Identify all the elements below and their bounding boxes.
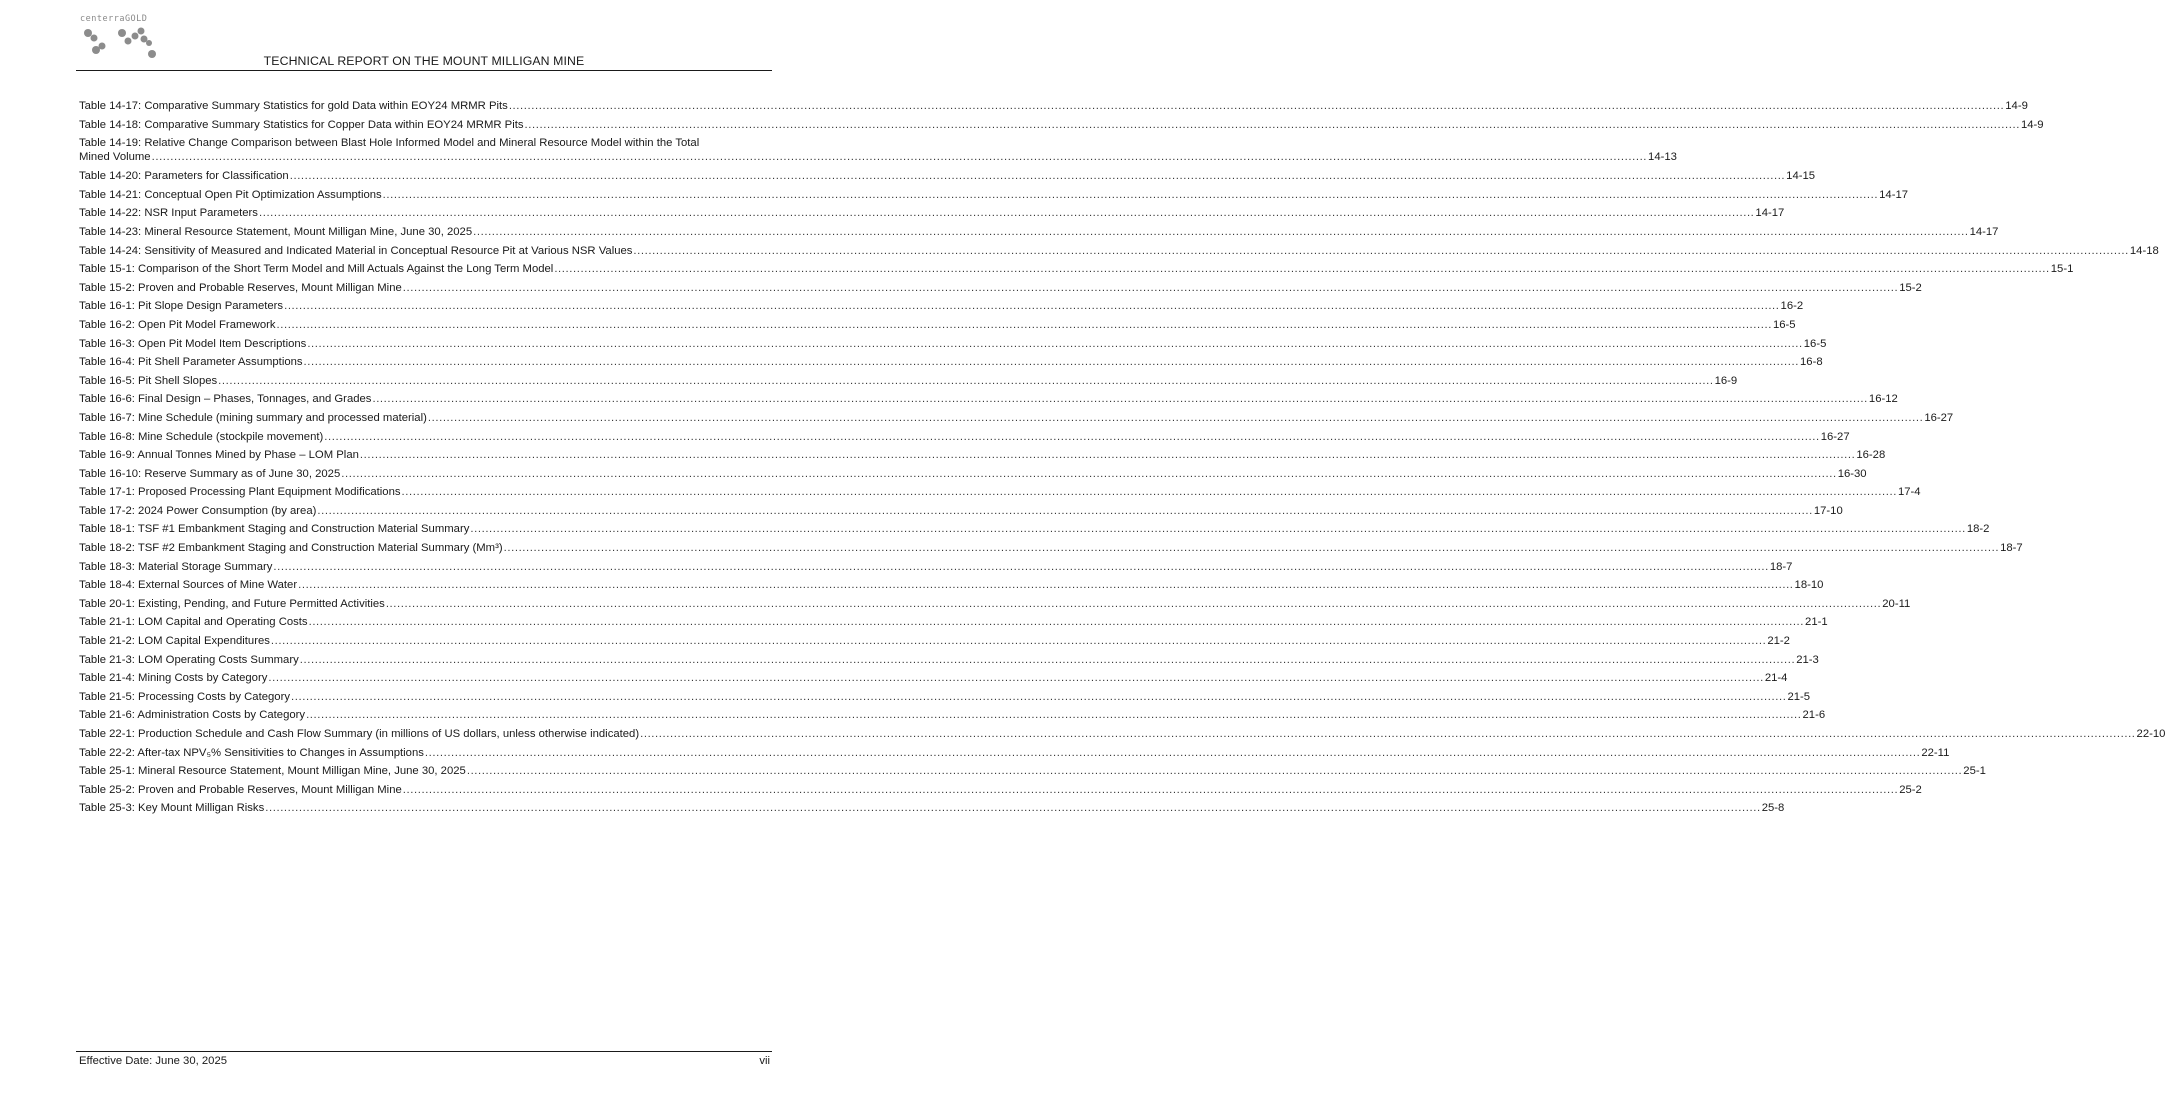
toc-entry-page: 14-18 [2129,244,2159,257]
toc-entry[interactable] [79,97,2028,116]
toc-entry[interactable] [79,781,1922,800]
toc-entry-title: Table 16-5: Pit Shell Slopes [79,374,218,387]
toc-entry[interactable] [79,465,1867,484]
toc-entry-page: 14-13 [1648,151,1677,164]
toc-entry[interactable] [79,446,1886,465]
toc-entry-title: Table 15-1: Comparison of the Short Term Model and Mill Actuals Against the Long Term Model [79,263,554,276]
footer-divider [76,1051,772,1052]
toc-entry[interactable] [79,539,2023,558]
toc-entry[interactable] [79,260,2074,279]
toc-entry-page: 16-5 [1772,318,1796,331]
toc-entry[interactable] [79,706,1826,725]
toc-entry-title: Table 25-3: Key Mount Milligan Risks [79,802,265,815]
dot-leader: ................................................................................................................................................................................................................................................................................................................................................................................................................ [633,244,2129,257]
toc-entry-page: 25-2 [1899,783,1922,796]
toc-entry[interactable] [79,725,2165,744]
toc-entry-page: 21-3 [1796,653,1819,666]
toc-entry[interactable] [79,669,1788,688]
toc-entry-title: Table 18-1: TSF #1 Embankment Staging and Construction Material Summary [79,523,470,536]
toc-entry-title: Table 21-3: LOM Operating Costs Summary [79,653,299,666]
toc-entry[interactable] [79,744,1950,763]
toc-entry-title: Table 25-1: Mineral Resource Statement, Mount Milligan Mine, June 30, 2025 [79,765,466,778]
toc-entry-title: Table 25-2: Proven and Probable Reserves, Mount Milligan Mine [79,783,402,796]
toc-entry-title: Table 14-23: Mineral Resource Statement, Mount Milligan Mine, June 30, 2025 [79,225,473,238]
toc-entry-title: Table 22-2: After-tax NPV₅% Sensitivities to Changes in Assumptions [79,746,424,759]
effective-date: Effective Date: June 30, 2025 [79,1055,228,1067]
toc-entry[interactable] [79,134,1677,167]
toc-entry[interactable] [79,651,1819,670]
toc-entry-title: Table 20-1: Existing, Pending, and Future Permitted Activities [79,597,385,610]
toc-entry-page: 16-28 [1856,449,1886,462]
toc-entry[interactable] [79,167,1816,186]
logo-wordmark: centerraGOLD [80,14,148,24]
toc-entry-page: 14-17 [1755,207,1785,220]
toc-entry-page: 16-30 [1837,467,1867,480]
toc-entry[interactable] [79,428,1850,447]
toc-entry[interactable] [79,316,1796,335]
toc-entry-page: 16-9 [1714,374,1738,387]
dot-leader: ................................................................................................................................................................................................................................................................................................................................................................................................................ [290,690,1787,703]
toc-entry-title: Table 16-7: Mine Schedule (mining summary and processed material) [79,411,427,424]
toc-entry[interactable] [79,204,1785,223]
toc-entry-page: 16-12 [1868,393,1898,406]
dot-leader: ................................................................................................................................................................................................................................................................................................................................................................................................................ [317,504,1813,517]
toc-entry-page: 16-2 [1780,300,1804,313]
toc-entry-page: 25-1 [1963,765,1986,778]
dot-leader: ................................................................................................................................................................................................................................................................................................................................................................................................................ [359,449,1856,462]
toc-entry-title: Table 16-6: Final Design – Phases, Tonnages, and Grades [79,393,372,406]
toc-entry[interactable] [79,762,1986,781]
toc-entry-title: Table 21-2: LOM Capital Expenditures [79,635,270,648]
dot-leader: ................................................................................................................................................................................................................................................................................................................................................................................................................ [554,263,2050,276]
toc-entry[interactable] [79,390,1898,409]
toc-entry-page: 17-4 [1897,486,1921,499]
toc-entry-page: 15-2 [1899,281,1922,294]
dot-leader: ................................................................................................................................................................................................................................................................................................................................................................................................................ [324,430,1820,443]
toc-entry-title: Table 21-1: LOM Capital and Operating Costs [79,616,308,629]
toc-entry-page: 21-6 [1802,709,1826,722]
toc-entry-title-continued: Mined Volume [79,151,151,164]
toc-entry-page: 14-15 [1786,170,1816,183]
dot-leader: ................................................................................................................................................................................................................................................................................................................................................................................................................ [524,118,2020,131]
toc-entry-page: 16-5 [1803,337,1827,350]
toc-entry[interactable] [79,632,1790,651]
toc-entry[interactable] [79,799,1785,818]
dot-leader: ................................................................................................................................................................................................................................................................................................................................................................................................................ [382,188,1879,201]
toc-entry[interactable] [79,558,1793,577]
toc-entry-page: 21-4 [1764,672,1788,685]
toc-entry-page: 17-10 [1813,504,1843,517]
dot-leader: ................................................................................................................................................................................................................................................................................................................................................................................................................ [503,542,2000,555]
dot-leader: ................................................................................................................................................................................................................................................................................................................................................................................................................ [640,728,2136,740]
dot-leader: ................................................................................................................................................................................................................................................................................................................................................................................................................ [303,356,1799,369]
toc-entry-page: 14-9 [2020,118,2044,131]
dot-leader: ................................................................................................................................................................................................................................................................................................................................................................................................................ [307,337,1803,350]
toc-entry-title: Table 14-18: Comparative Summary Statistics for Copper Data within EOY24 MRMR Pits [79,118,524,131]
toc-entry[interactable] [79,116,2044,135]
toc-entry-title: Table 14-20: Parameters for Classification [79,170,289,183]
dot-leader: ................................................................................................................................................................................................................................................................................................................................................................................................................ [276,318,1772,331]
toc-entry[interactable] [79,242,2159,261]
toc-entry-title: Table 16-1: Pit Slope Design Parameters [79,300,284,313]
dot-leader: ................................................................................................................................................................................................................................................................................................................................................................................................................ [270,635,1767,648]
list-of-tables [79,97,2165,818]
dot-leader: ................................................................................................................................................................................................................................................................................................................................................................................................................ [341,467,1837,480]
toc-entry-page: 18-7 [1769,560,1793,573]
toc-entry-title: Table 16-8: Mine Schedule (stockpile movement) [79,430,324,443]
toc-entry[interactable] [79,223,1999,242]
toc-entry-page: 25-8 [1761,802,1785,815]
toc-entry-page: 22-10 [2136,728,2165,740]
dot-leader: ................................................................................................................................................................................................................................................................................................................................................................................................................ [402,281,1899,294]
toc-entry-page: 18-10 [1794,579,1824,592]
header-divider [76,70,772,71]
toc-entry-title: Table 21-6: Administration Costs by Category [79,709,306,722]
toc-entry[interactable] [79,576,1824,595]
toc-entry[interactable] [79,502,1843,521]
toc-entry-page: 14-17 [1879,188,1909,201]
dot-leader: ................................................................................................................................................................................................................................................................................................................................................................................................................ [265,802,1761,815]
toc-entry-title: Table 21-4: Mining Costs by Category [79,672,268,685]
toc-entry-page: 20-11 [1882,597,1911,610]
toc-entry-page: 22-11 [1921,746,1950,759]
toc-entry-page: 16-8 [1800,356,1823,369]
dot-leader: ................................................................................................................................................................................................................................................................................................................................................................................................................ [151,151,1648,164]
toc-entry[interactable] [79,372,1738,391]
toc-entry-title: Table 14-17: Comparative Summary Statistics for gold Data within EOY24 MRMR Pits [79,100,508,112]
toc-entry-title: Table 16-10: Reserve Summary as of June 30, 2025 [79,467,341,480]
toc-entry[interactable] [79,335,1827,354]
toc-entry-title: Table 15-2: Proven and Probable Reserves, Mount Milligan Mine [79,281,402,294]
toc-entry-page: 21-2 [1767,635,1790,648]
toc-entry-title: Table 14-22: NSR Input Parameters [79,207,258,220]
toc-entry-page: 16-27 [1820,430,1850,443]
toc-entry[interactable] [79,595,1911,614]
dot-leader: ................................................................................................................................................................................................................................................................................................................................................................................................................ [258,207,1755,220]
toc-entry[interactable] [79,409,1954,428]
toc-entry-title: Table 17-1: Proposed Processing Plant Equipment Modifications [79,486,401,499]
toc-entry-page: 18-7 [2000,542,2023,555]
toc-entry[interactable] [79,688,1811,707]
toc-entry-title: Table 22-1: Production Schedule and Cash Flow Summary (in millions of US dollars, unless otherwise indicated) [79,728,640,740]
dot-leader: ................................................................................................................................................................................................................................................................................................................................................................................................................ [470,523,1966,536]
toc-entry-title: Table 16-9: Annual Tonnes Mined by Phase – LOM Plan [79,449,359,462]
toc-entry-title: Table 21-5: Processing Costs by Category [79,690,290,703]
toc-entry[interactable] [79,186,1909,205]
toc-entry-title: Table 14-24: Sensitivity of Measured and Indicated Material in Conceptual Resource Pit at Various NSR Values [79,244,633,257]
toc-entry-page: 18-2 [1966,523,1990,536]
toc-entry-page: 14-9 [2005,100,2028,112]
toc-entry-title: Table 16-2: Open Pit Model Framework [79,318,276,331]
dot-leader: ................................................................................................................................................................................................................................................................................................................................................................................................................ [385,597,1882,610]
dot-leader: ................................................................................................................................................................................................................................................................................................................................................................................................................ [298,579,1794,592]
dot-leader: ................................................................................................................................................................................................................................................................................................................................................................................................................ [402,783,1899,796]
toc-entry[interactable] [79,483,1921,502]
toc-entry-page: 15-1 [2050,263,2074,276]
toc-entry-title: Table 14-19: Relative Change Comparison between Blast Hole Informed Model and Mineral Resource Model within the Total [79,137,700,150]
toc-entry[interactable] [79,297,1804,316]
toc-entry[interactable] [79,613,1828,632]
dot-leader: ................................................................................................................................................................................................................................................................................................................................................................................................................ [372,393,1868,406]
toc-entry[interactable] [79,353,1823,372]
toc-entry[interactable] [79,520,1990,539]
toc-entry-title: Table 18-3: Material Storage Summary [79,560,273,573]
toc-entry-title: Table 17-2: 2024 Power Consumption (by area) [79,504,317,517]
dot-leader: ................................................................................................................................................................................................................................................................................................................................................................................................................ [299,653,1796,666]
dot-leader: ................................................................................................................................................................................................................................................................................................................................................................................................................ [284,300,1780,313]
page-number: vii [759,1055,770,1067]
toc-entry-title: Table 16-3: Open Pit Model Item Descriptions [79,337,307,350]
dot-leader: ................................................................................................................................................................................................................................................................................................................................................................................................................ [306,709,1802,722]
dot-leader: ................................................................................................................................................................................................................................................................................................................................................................................................................ [427,411,1924,424]
toc-entry-title: Table 14-21: Conceptual Open Pit Optimization Assumptions [79,188,382,201]
dot-leader: ................................................................................................................................................................................................................................................................................................................................................................................................................ [466,765,1963,778]
dot-leader: ................................................................................................................................................................................................................................................................................................................................................................................................................ [289,170,1786,183]
dot-leader: ................................................................................................................................................................................................................................................................................................................................................................................................................ [308,616,1805,629]
toc-entry-page: 16-27 [1924,411,1954,424]
dot-leader: ................................................................................................................................................................................................................................................................................................................................................................................................................ [508,100,2005,112]
toc-entry-page: 14-17 [1969,225,1999,238]
toc-entry-page: 21-5 [1787,690,1811,703]
dot-leader: ................................................................................................................................................................................................................................................................................................................................................................................................................ [218,374,1714,387]
toc-entry-title: Table 18-4: External Sources of Mine Water [79,579,298,592]
toc-entry[interactable] [79,279,1922,298]
dot-leader: ................................................................................................................................................................................................................................................................................................................................................................................................................ [473,225,1969,238]
dot-leader: ................................................................................................................................................................................................................................................................................................................................................................................................................ [401,486,1897,499]
dot-leader: ................................................................................................................................................................................................................................................................................................................................................................................................................ [268,672,1764,685]
toc-entry-title: Table 18-2: TSF #2 Embankment Staging and Construction Material Summary (Mm³) [79,542,503,555]
toc-entry-title: Table 16-4: Pit Shell Parameter Assumptions [79,356,303,369]
report-title: TECHNICAL REPORT ON THE MOUNT MILLIGAN MINE [263,54,585,68]
toc-entry-page: 21-1 [1805,616,1828,629]
dot-leader: ................................................................................................................................................................................................................................................................................................................................................................................................................ [273,560,1769,573]
dot-leader: ................................................................................................................................................................................................................................................................................................................................................................................................................ [424,746,1921,759]
